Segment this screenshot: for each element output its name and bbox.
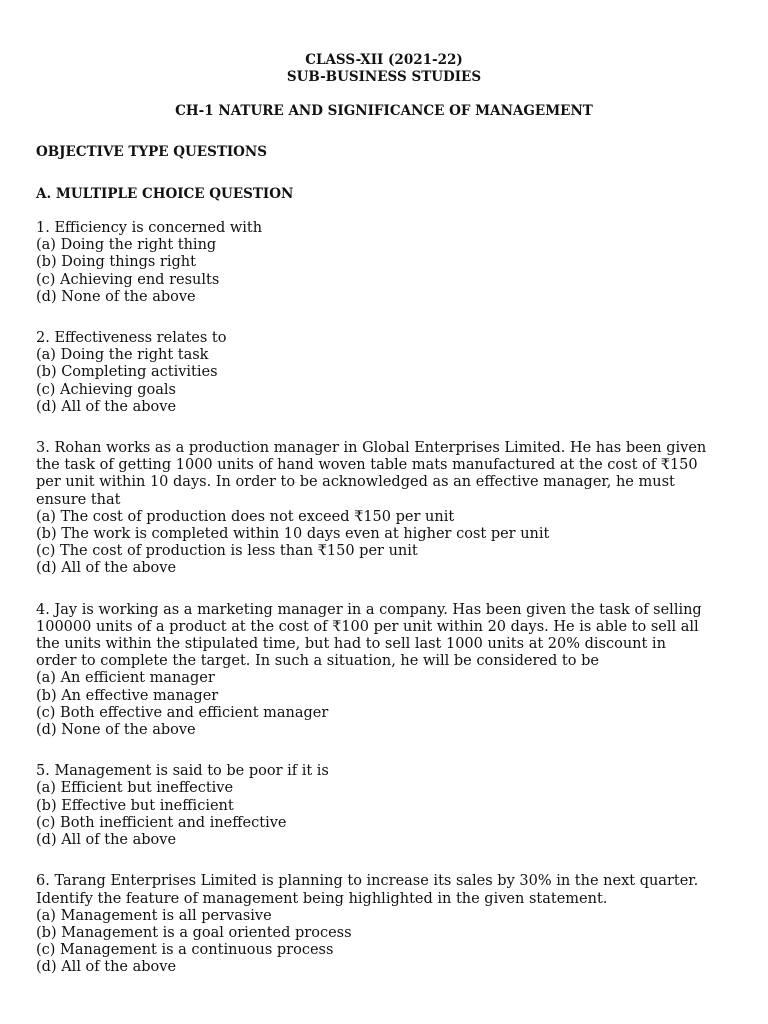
answer-option: (d) All of the above xyxy=(36,959,177,976)
question-5 xyxy=(36,763,732,849)
subject-line: SUB-BUSINESS STUDIES xyxy=(286,69,482,85)
answer-option: (d) None of the above xyxy=(36,288,196,305)
answer-option: (d) All of the above xyxy=(36,398,177,415)
question-stem-line: the task of getting 1000 units of hand woven table mats manufactured at the cost of ₹150 xyxy=(36,457,698,474)
question-3 xyxy=(36,440,732,578)
answer-option: (a) Management is all pervasive xyxy=(36,907,272,924)
question-stem-line: per unit within 10 days. In order to be acknowledged as an effective manager, he must xyxy=(36,474,675,491)
answer-option: (b) The work is completed within 10 days even at higher cost per unit xyxy=(36,526,550,543)
answer-option: (b) Effective but inefficient xyxy=(36,797,234,814)
answer-option: (b) Doing things right xyxy=(36,254,196,271)
chapter-title: CH-1 NATURE AND SIGNIFICANCE OF MANAGEMENT xyxy=(175,103,593,119)
question-stem-line: 6. Tarang Enterprises Limited is planning to increase its sales by 30% in the next quarter. xyxy=(36,873,699,890)
question-list xyxy=(36,220,732,977)
answer-option: (c) The cost of production is less than ₹150 per unit xyxy=(36,543,418,560)
question-1 xyxy=(36,220,732,306)
question-stem-line: 100000 units of a product at the cost of ₹100 per unit within 20 days. He is able to sell all xyxy=(36,618,699,635)
question-stem-line: Identify the feature of management being highlighted in the given statement. xyxy=(36,890,608,907)
question-stem-line: order to complete the target. In such a situation, he will be considered to be xyxy=(36,653,599,670)
question-2 xyxy=(36,330,732,416)
answer-option: (a) Efficient but ineffective xyxy=(36,780,234,797)
question-stem-line: 5. Management is said to be poor if it is xyxy=(36,763,329,780)
answer-option: (c) Achieving goals xyxy=(36,381,176,398)
objective-heading: OBJECTIVE TYPE QUESTIONS xyxy=(36,144,268,160)
answer-option: (b) Completing activities xyxy=(36,364,218,381)
answer-option: (b) Management is a goal oriented process xyxy=(36,924,352,941)
answer-option: (a) The cost of production does not exceed ₹150 per unit xyxy=(36,508,455,525)
answer-option: (c) Both inefficient and ineffective xyxy=(36,814,287,831)
question-stem-line: the units within the stipulated time, but had to sell last 1000 units at 20% discount in xyxy=(36,636,666,653)
answer-option: (a) Doing the right task xyxy=(36,347,209,364)
question-4 xyxy=(36,602,732,740)
answer-option: (c) Management is a continuous process xyxy=(36,942,334,959)
answer-option: (c) Both effective and efficient manager xyxy=(36,704,329,721)
answer-option: (c) Achieving end results xyxy=(36,271,220,288)
question-stem-line: 3. Rohan works as a production manager in Global Enterprises Limited. He has been given xyxy=(36,440,707,457)
question-stem-line: 4. Jay is working as a marketing manager in a company. Has been given the task of selling xyxy=(36,601,702,618)
question-stem-line: 1. Efficiency is concerned with xyxy=(36,220,263,236)
class-line: CLASS-XII (2021-22) xyxy=(305,52,463,68)
answer-option: (b) An effective manager xyxy=(36,687,219,704)
answer-option: (a) An efficient manager xyxy=(36,670,215,687)
question-6 xyxy=(36,873,732,976)
question-stem-line: 2. Effectiveness relates to xyxy=(36,330,227,347)
answer-option: (a) Doing the right thing xyxy=(36,237,217,254)
question-stem-line: ensure that xyxy=(36,491,121,508)
answer-option: (d) None of the above xyxy=(36,722,196,739)
answer-option: (d) All of the above xyxy=(36,832,177,849)
answer-option: (d) All of the above xyxy=(36,560,177,577)
mcq-heading: A. MULTIPLE CHOICE QUESTION xyxy=(36,186,294,202)
